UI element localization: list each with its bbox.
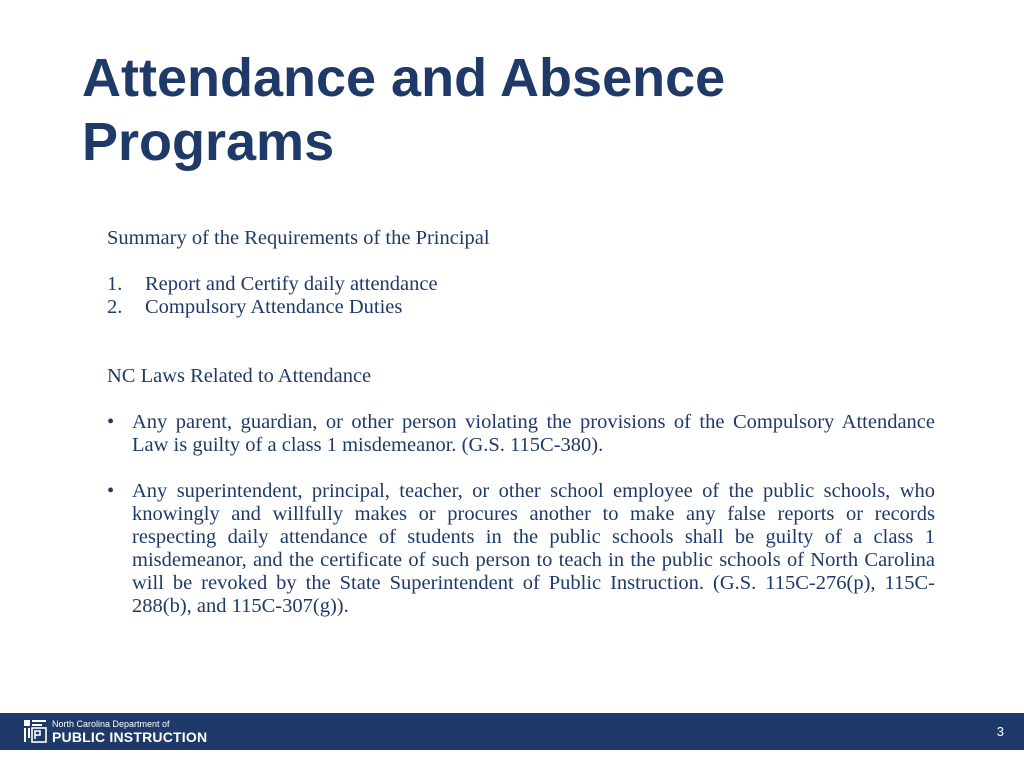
bullet-icon: • <box>107 411 115 433</box>
slide-title-line2: Programs <box>82 112 335 172</box>
law-text: Any superintendent, principal, teacher, or other school employee of the public schools, who knowingly and willfully makes or procures another to make any false reports or records respecting daily attendance of students in the public schools shall be guilty of a class 1 misdemeanor, and the certificate of such person to teach in the public schools of North Carolina will be revoked by the State Superintendent of Public Instruction. (G.S. 115C-276(p), 115C-288(b), and 115C-307(g)). <box>132 480 935 617</box>
slide-body <box>107 227 935 618</box>
ncdpi-logo <box>23 719 208 745</box>
slide-title <box>82 46 962 174</box>
requirement-item <box>107 273 935 296</box>
list-number: 1. <box>107 273 123 295</box>
requirement-item <box>107 296 935 319</box>
bullet-icon: • <box>107 480 115 502</box>
requirement-text: Report and Certify daily attendance <box>145 273 438 295</box>
list-number: 2. <box>107 296 123 318</box>
law-text: Any parent, guardian, or other person violating the provisions of the Compulsory Attendance Law is guilty of a class 1 misdemeanor. (G.S. 115C-380). <box>132 411 935 456</box>
laws-list <box>107 411 935 618</box>
slide-title-line1: Attendance and Absence <box>82 48 726 108</box>
footer-bar <box>0 713 1024 750</box>
requirement-text: Compulsory Attendance Duties <box>145 296 403 318</box>
org-name-large: PUBLIC INSTRUCTION <box>52 729 208 745</box>
ncdpi-logo-icon <box>23 719 47 743</box>
org-name-small: North Carolina Department of <box>52 719 170 729</box>
page-number: 3 <box>996 724 1004 739</box>
law-item <box>107 480 935 618</box>
requirements-list <box>107 273 935 319</box>
summary-heading: Summary of the Requirements of the Principal <box>107 227 490 249</box>
law-item <box>107 411 935 457</box>
laws-heading: NC Laws Related to Attendance <box>107 365 372 387</box>
